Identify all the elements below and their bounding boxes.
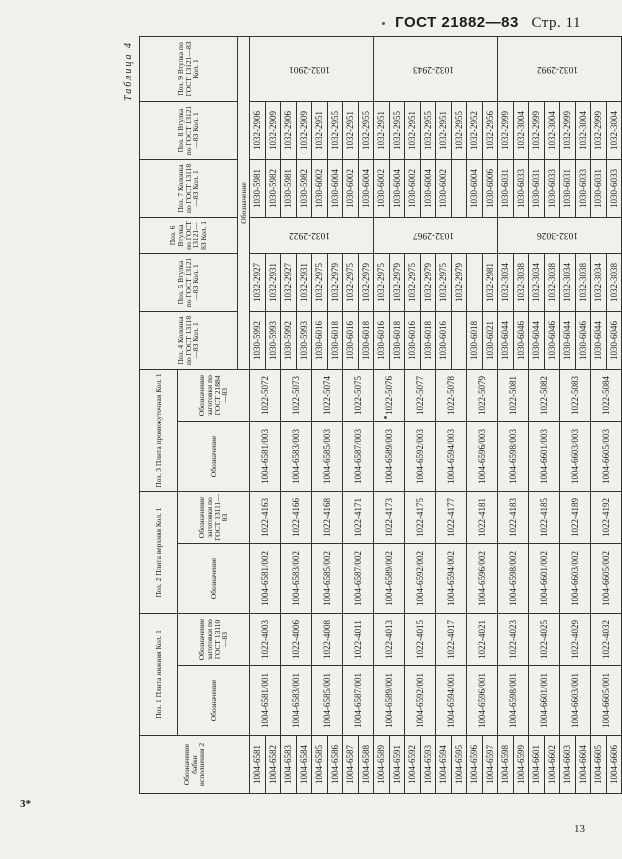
table-cell: 1022-4025	[529, 614, 560, 666]
table-cell: 1032-2979	[420, 253, 436, 311]
table-cell: 1030-6031	[560, 159, 576, 217]
header-cell: Обозначение бабки исполнения 2	[140, 736, 250, 794]
group-value: 1032-3026	[536, 230, 579, 241]
table-cell: 1032-2931	[265, 253, 281, 311]
table-cell: 1032-2955	[358, 101, 374, 159]
table-cell: 1022-4011	[343, 614, 374, 666]
table-cell: 1022-5083	[560, 369, 591, 421]
header-cell: Поз. 6 Втулка по ГОСТ 13121—83 Кол. 1	[140, 217, 238, 253]
table-cell: 1032-2979	[327, 253, 343, 311]
table-cell: 1022-5073	[281, 369, 312, 421]
table-cell: 1022-4168	[312, 491, 343, 543]
table-cell: 1032-2975	[374, 253, 390, 311]
table-cell: 1032-2955	[451, 101, 467, 159]
table-cell: 1030-6018	[467, 311, 483, 369]
table-row	[529, 36, 545, 793]
table-cell: 1004-6592/001	[405, 666, 436, 736]
table-cell: 1022-5078	[436, 369, 467, 421]
table-cell: 1032-2952	[467, 101, 483, 159]
table-cell: 1004-6603/003	[560, 421, 591, 491]
table-cell: 1032-3038	[513, 253, 529, 311]
table-cell: 1022-4171	[343, 491, 374, 543]
table-cell: 1004-6594/002	[436, 544, 467, 614]
table-row	[436, 36, 452, 793]
group-cell	[498, 217, 622, 253]
table-cell: 1004-6593	[420, 736, 436, 794]
table-cell: 1030-5992	[250, 311, 266, 369]
table-cell: 1004-6583/001	[281, 666, 312, 736]
table-cell: 1032-2999	[529, 101, 545, 159]
table-cell: 1022-5074	[312, 369, 343, 421]
table-cell: 1032-2906	[281, 101, 297, 159]
table-cell: 1004-6599	[513, 736, 529, 794]
table-cell: 1030-6018	[327, 311, 343, 369]
standard-number: ГОСТ 21882—83	[395, 14, 519, 31]
table-cell: 1004-6598	[498, 736, 514, 794]
table-cell: 1022-5081	[498, 369, 529, 421]
table-cell: 1004-6594/001	[436, 666, 467, 736]
page-label: Стр. 11	[531, 15, 581, 31]
table-cell: 1030-6046	[606, 311, 622, 369]
table-cell: 1004-6603	[560, 736, 576, 794]
table-cell: 1004-6596/002	[467, 544, 498, 614]
table-cell: 1030-6031	[498, 159, 514, 217]
table-row	[467, 36, 483, 793]
table-cell: 1004-6592/003	[405, 421, 436, 491]
table-cell: 1032-2979	[389, 253, 405, 311]
header-cell: Обозначение заготовки по ГОСТ 13110—83	[178, 614, 250, 666]
table-cell: 1004-6597	[482, 736, 498, 794]
table-cell: 1022-5077	[405, 369, 436, 421]
group-cell	[250, 217, 374, 253]
table-cell: 1004-6589/003	[374, 421, 405, 491]
table-cell: 1032-2999	[498, 101, 514, 159]
table-cell: 1004-6585/002	[312, 544, 343, 614]
table-cell: 1022-4032	[591, 614, 622, 666]
table-cell: 1022-4189	[560, 491, 591, 543]
table-cell: 1004-6605/003	[591, 421, 622, 491]
table-cell: 1004-6592/002	[405, 544, 436, 614]
table-cell: 1022-4173	[374, 491, 405, 543]
table-cell: 1004-6601	[529, 736, 545, 794]
table-cell: 1004-6601/002	[529, 544, 560, 614]
table-cell: 1032-2955	[327, 101, 343, 159]
table-cell: 1004-6581/003	[250, 421, 281, 491]
table-cell: 1022-5076	[374, 369, 405, 421]
table-cell: 1022-4163	[250, 491, 281, 543]
table-cell: 1032-2955	[420, 101, 436, 159]
table-cell: 1022-4006	[281, 614, 312, 666]
table-cell: 1032-2927	[250, 253, 266, 311]
table-cell: 1032-2951	[436, 101, 452, 159]
table-row	[560, 36, 576, 793]
table-cell: 1022-4008	[312, 614, 343, 666]
table-cell: 1032-2999	[560, 101, 576, 159]
table-cell: 1022-4175	[405, 491, 436, 543]
table-cell: 1004-6602	[544, 736, 560, 794]
table-cell: 1032-2906	[250, 101, 266, 159]
table-cell: 1022-4029	[560, 614, 591, 666]
group-cell	[498, 36, 622, 101]
table-cell: 1022-4017	[436, 614, 467, 666]
group-value: 1032-2943	[412, 63, 455, 74]
table-cell: 1004-6586	[327, 736, 343, 794]
table-cell: 1030-6002	[343, 159, 359, 217]
table-row	[374, 36, 390, 793]
table-cell: 1030-6004	[358, 159, 374, 217]
table-cell: 1030-6044	[560, 311, 576, 369]
table-cell: 1004-6587	[343, 736, 359, 794]
group-value: 1032-2992	[536, 63, 579, 74]
header-cell: Обозначение заготовки по ГОСТ 21884—83	[178, 369, 250, 421]
table-cell	[451, 311, 467, 369]
sheet-mark: 3*	[20, 798, 31, 810]
table-cell: 1032-3038	[544, 253, 560, 311]
table-cell: 1030-6033	[513, 159, 529, 217]
table-cell: 1032-2951	[343, 101, 359, 159]
table-cell: 1004-6594/003	[436, 421, 467, 491]
table-cell: 1032-3034	[498, 253, 514, 311]
page-number: 13	[574, 823, 585, 835]
header-cell: Поз. 8 Втулка по ГОСТ 13121—83 Кол. 1	[140, 101, 238, 159]
table-cell: 1030-6033	[544, 159, 560, 217]
table-cell: 1030-5981	[250, 159, 266, 217]
table-cell: 1004-6604	[575, 736, 591, 794]
table-cell: 1030-6006	[482, 159, 498, 217]
table-cell: 1032-2927	[281, 253, 297, 311]
table-cell: 1004-6585/001	[312, 666, 343, 736]
table-cell: 1004-6584	[296, 736, 312, 794]
table-cell: 1004-6601/003	[529, 421, 560, 491]
table-cell: 1004-6592	[405, 736, 421, 794]
table-cell: 1030-6031	[591, 159, 607, 217]
table-cell: 1004-6589/001	[374, 666, 405, 736]
scan-speck	[382, 22, 385, 25]
table-label: Таблица 4	[123, 41, 134, 101]
table-cell: 1004-6583	[281, 736, 297, 794]
table-cell: 1022-5075	[343, 369, 374, 421]
table-cell: 1022-5072	[250, 369, 281, 421]
table-cell: 1004-6587/002	[343, 544, 374, 614]
table-cell: 1030-5982	[296, 159, 312, 217]
table-cell: 1030-6044	[529, 311, 545, 369]
table-cell: 1004-6587/003	[343, 421, 374, 491]
table-cell: 1022-5084	[591, 369, 622, 421]
table-cell: 1004-6594	[436, 736, 452, 794]
table-cell: 1030-6016	[312, 311, 328, 369]
table-cell: 1030-6004	[389, 159, 405, 217]
table-cell: 1030-6002	[436, 159, 452, 217]
table-row	[405, 36, 421, 793]
table-cell: 1032-2956	[482, 101, 498, 159]
table-cell: 1004-6606	[606, 736, 622, 794]
table-cell: 1030-6033	[606, 159, 622, 217]
group-cell	[250, 36, 374, 101]
group-cell	[374, 36, 498, 101]
table-cell: 1022-4192	[591, 491, 622, 543]
table-cell: 1030-6004	[420, 159, 436, 217]
group-value: 1032-2967	[412, 230, 455, 241]
table-row	[591, 36, 607, 793]
table-cell: 1030-6002	[374, 159, 390, 217]
table-cell: 1022-4181	[467, 491, 498, 543]
table-cell: 1004-6582	[265, 736, 281, 794]
table-cell: 1030-6046	[575, 311, 591, 369]
table-cell: 1004-6589/002	[374, 544, 405, 614]
header-cell: Обозначение	[178, 666, 250, 736]
table-cell: 1022-4166	[281, 491, 312, 543]
table-row	[343, 36, 359, 793]
table-cell: 1030-6016	[405, 311, 421, 369]
header-cell: Обозначение	[178, 544, 250, 614]
table-cell: 1032-3038	[575, 253, 591, 311]
table-cell: 1032-2951	[374, 101, 390, 159]
group-value: 1032-2901	[288, 63, 331, 74]
table-cell: 1030-6016	[343, 311, 359, 369]
table-row	[312, 36, 328, 793]
table-cell: 1030-6044	[498, 311, 514, 369]
table-row	[498, 36, 514, 793]
table-cell: 1032-2951	[312, 101, 328, 159]
header-cell: Поз. 3 Плита промежуточная Кол. 1	[140, 369, 178, 491]
table-cell: 1004-6605	[591, 736, 607, 794]
table-cell: 1022-4021	[467, 614, 498, 666]
header-cell: Поз. 9 Втулка по ГОСТ 13121—83 Кол. 1	[140, 36, 238, 101]
table-cell: 1022-4023	[498, 614, 529, 666]
table-cell: 1004-6589	[374, 736, 390, 794]
table-cell: 1030-6018	[358, 311, 374, 369]
table-cell: 1004-6603/001	[560, 666, 591, 736]
table-cell: 1004-6595	[451, 736, 467, 794]
table-cell: 1032-2981	[482, 253, 498, 311]
table-cell: 1004-6596	[467, 736, 483, 794]
table-cell: 1032-2955	[389, 101, 405, 159]
header-cell: Поз. 1 Плита нижняя Кол. 1	[140, 614, 178, 736]
table-cell: 1022-4015	[405, 614, 436, 666]
table-cell: 1030-6002	[312, 159, 328, 217]
table-cell: 1030-6021	[482, 311, 498, 369]
table-cell: 1032-2975	[343, 253, 359, 311]
table-cell: 1004-6581/002	[250, 544, 281, 614]
table-cell: 1032-2909	[296, 101, 312, 159]
table-cell: 1030-5993	[265, 311, 281, 369]
table-cell: 1004-6596/001	[467, 666, 498, 736]
group-value: 1032-2922	[288, 230, 331, 241]
table-cell	[451, 159, 467, 217]
table-cell: 1032-3034	[591, 253, 607, 311]
table-cell: 1032-3004	[606, 101, 622, 159]
header-cell: Поз. 7 Колонка по ГОСТ 13118—83 Кол. 1	[140, 159, 238, 217]
table-cell: 1004-6588	[358, 736, 374, 794]
table-cell: 1004-6585/003	[312, 421, 343, 491]
table-cell: 1004-6581	[250, 736, 266, 794]
table-cell: 1030-6046	[513, 311, 529, 369]
table-row	[250, 36, 266, 793]
table-cell: 1004-6598/003	[498, 421, 529, 491]
table-cell: 1030-6033	[575, 159, 591, 217]
table-row	[281, 36, 297, 793]
table-cell: 1032-2975	[436, 253, 452, 311]
spec-table	[139, 36, 622, 794]
table-cell: 1004-6583/003	[281, 421, 312, 491]
table-cell: 1022-4013	[374, 614, 405, 666]
group-header-cell: Обозначение	[238, 36, 250, 369]
header-cell: Поз. 5 Втулка по ГОСТ 13121—83 Кол. 1	[140, 253, 238, 311]
table-cell: 1004-6598/001	[498, 666, 529, 736]
table-cell: 1030-6044	[591, 311, 607, 369]
table-cell: 1030-6002	[405, 159, 421, 217]
table-cell: 1030-6031	[529, 159, 545, 217]
table-cell: 1032-3034	[529, 253, 545, 311]
table-cell: 1004-6605/001	[591, 666, 622, 736]
page-header	[395, 14, 581, 32]
table-cell: 1004-6587/001	[343, 666, 374, 736]
table-cell: 1030-6046	[544, 311, 560, 369]
table-cell: 1004-6598/002	[498, 544, 529, 614]
table-cell: 1022-5079	[467, 369, 498, 421]
table-cell: 1004-6596/003	[467, 421, 498, 491]
table-cell: 1004-6603/002	[560, 544, 591, 614]
table-cell: 1032-3004	[513, 101, 529, 159]
table-cell: 1004-6583/002	[281, 544, 312, 614]
header-cell: Обозначение	[178, 421, 250, 491]
table-cell: 1022-4183	[498, 491, 529, 543]
table-cell: 1030-6018	[389, 311, 405, 369]
table-cell: 1032-2975	[405, 253, 421, 311]
rotated-table-container	[123, 37, 619, 794]
table-cell: 1032-2979	[451, 253, 467, 311]
table-cell: 1030-6016	[374, 311, 390, 369]
table-cell: 1030-6004	[467, 159, 483, 217]
table-cell: 1032-2951	[405, 101, 421, 159]
table-cell: 1004-6581/001	[250, 666, 281, 736]
table-cell: 1004-6601/001	[529, 666, 560, 736]
table-cell: 1032-2931	[296, 253, 312, 311]
table-cell: 1032-3034	[560, 253, 576, 311]
table-cell: 1032-2999	[591, 101, 607, 159]
group-cell	[374, 217, 498, 253]
table-cell: 1004-6585	[312, 736, 328, 794]
table-cell: 1032-3004	[575, 101, 591, 159]
table-cell: 1022-5082	[529, 369, 560, 421]
table-cell: 1032-3038	[606, 253, 622, 311]
table-cell: 1004-6605/002	[591, 544, 622, 614]
table-cell: 1004-6591	[389, 736, 405, 794]
header-cell: Поз. 4 Колонка по ГОСТ 13118—83 Кол. 1	[140, 311, 238, 369]
table-cell: 1030-5993	[296, 311, 312, 369]
table-cell: 1030-6018	[420, 311, 436, 369]
table-cell: 1032-2975	[312, 253, 328, 311]
table-cell: 1030-5992	[281, 311, 297, 369]
table-cell: 1030-6004	[327, 159, 343, 217]
table-cell: 1022-4185	[529, 491, 560, 543]
table-cell: 1022-4003	[250, 614, 281, 666]
table-cell: 1030-5982	[265, 159, 281, 217]
table-cell: 1022-4177	[436, 491, 467, 543]
table-cell: 1030-6016	[436, 311, 452, 369]
table-cell: 1032-3004	[544, 101, 560, 159]
table-cell: 1032-2979	[358, 253, 374, 311]
table-cell	[467, 253, 483, 311]
table-cell: 1030-5981	[281, 159, 297, 217]
header-cell: Поз. 2 Плита верхняя Кол. 1	[140, 491, 178, 613]
table-cell: 1032-2909	[265, 101, 281, 159]
header-cell: Обозначение заготовки по ГОСТ 13111—83	[178, 491, 250, 543]
